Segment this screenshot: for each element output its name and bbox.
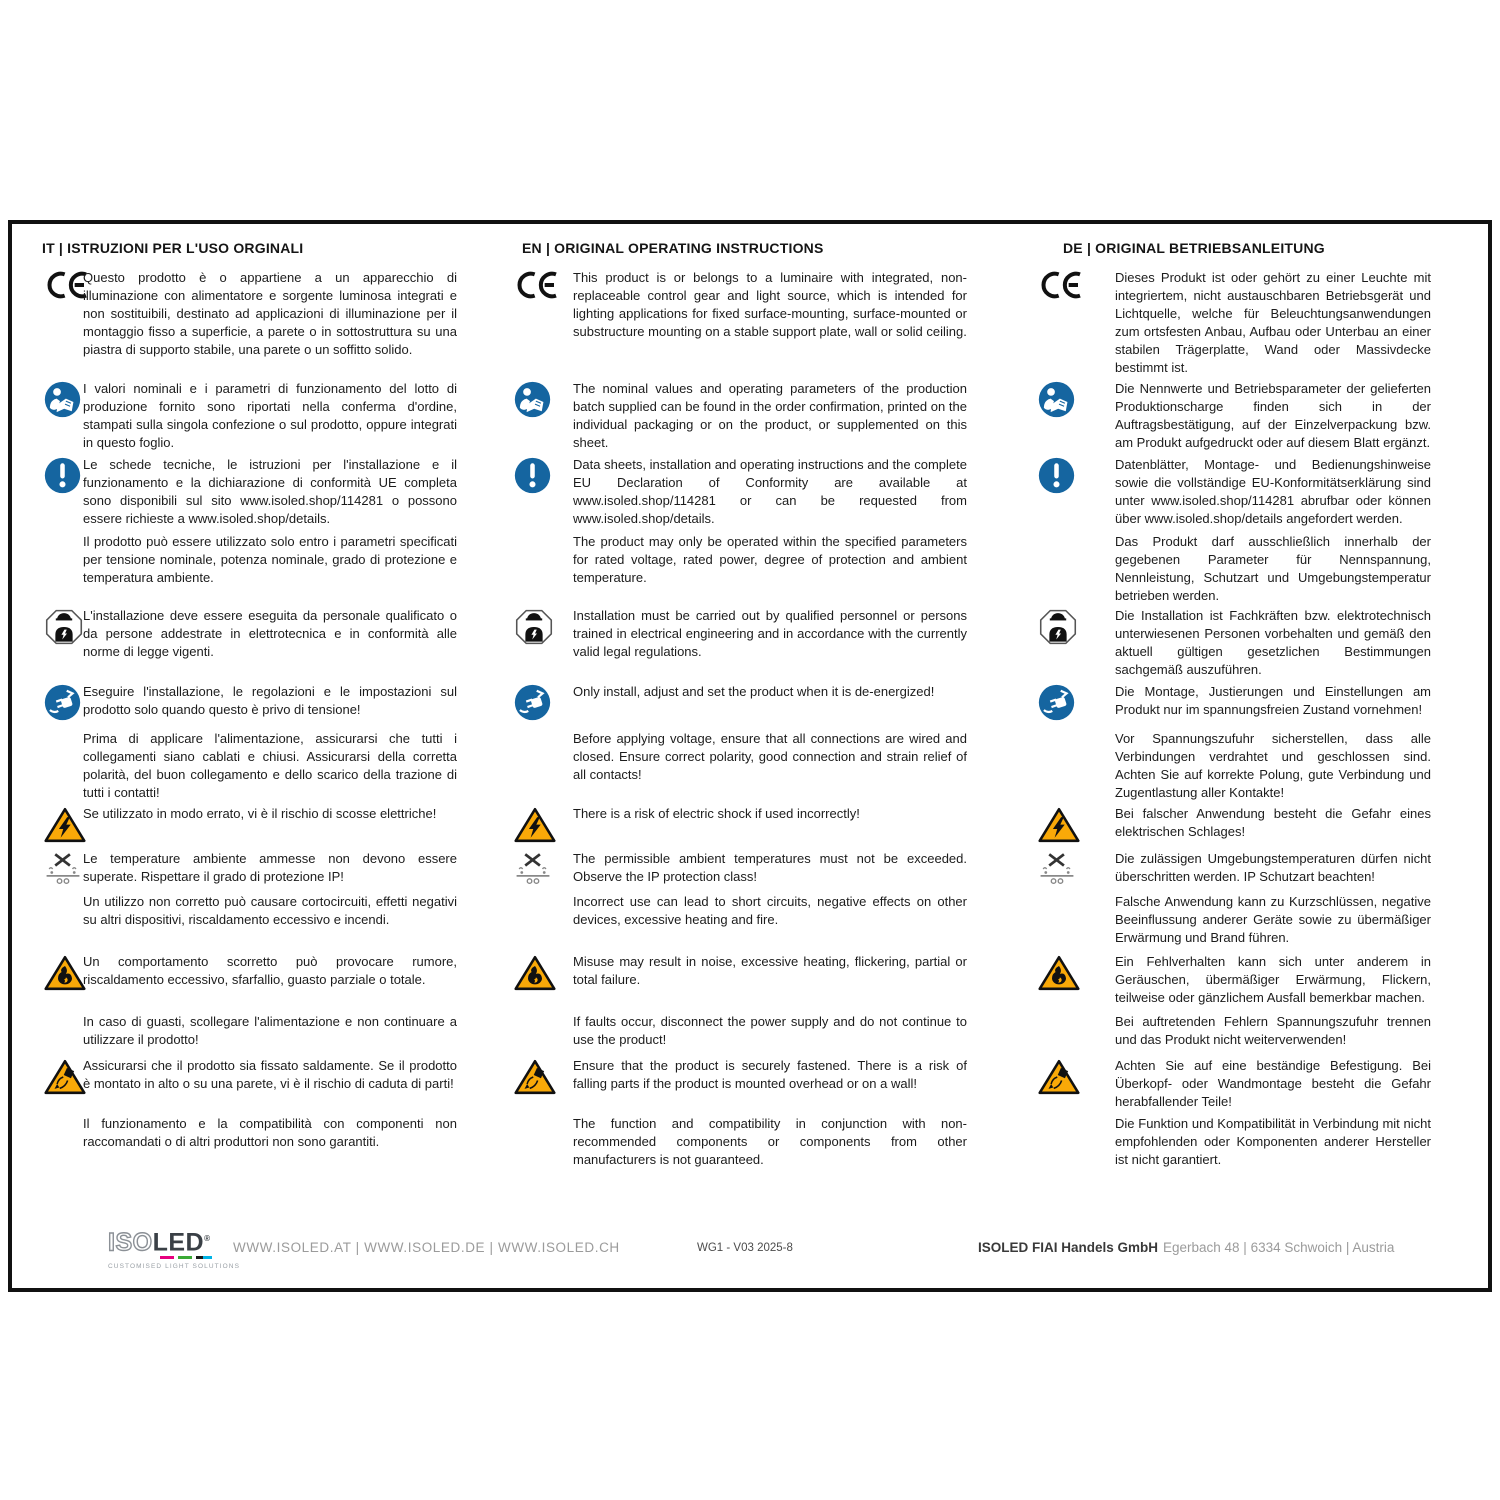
instruction-text: Achten Sie auf eine beständige Befestigung. Bei Überkopf- oder Wandmontage besteht die Gefahr herabfallender Teile!	[1115, 1058, 1431, 1109]
mandatory-exclamation-icon	[514, 456, 573, 494]
instruction-row	[30, 893, 508, 953]
instruction-row	[1028, 1013, 1431, 1057]
instruction-row	[508, 683, 1028, 730]
instruction-row	[30, 850, 508, 893]
instruction-text: Ein Fehlverhalten kann sich unter anderem in Geräuschen, übermäßiger Erwärmung, Flickern, teilweise oder gänzlichem Ausfall bemerkbar machen.	[1115, 954, 1431, 1005]
instruction-row	[508, 607, 1028, 683]
instruction-row	[1028, 730, 1431, 805]
instruction-row	[30, 1057, 508, 1115]
read-manual-icon	[1038, 380, 1115, 418]
instruction-text: I valori nominali e i parametri di funzionamento del lotto di produzione fornito sono riportati nella conferma d'ordine, stampati sulla singola confezione o sul prodotto, oppure integrati in questo foglio.	[83, 381, 457, 450]
instruction-row	[1028, 893, 1431, 953]
registered-mark-icon: ®	[204, 1234, 211, 1243]
instruction-text: This product is or belongs to a luminaire with integrated, non-replaceable control gear and light source, which is intended for lighting applications for fixed surface-mounting, surface-mounted or substructure mounting on a stable support plate, wall or solid ceiling.	[573, 270, 967, 339]
electric-shock-warning-icon	[514, 805, 573, 844]
instruction-text: Misuse may result in noise, excessive heating, flickering, partial or total failure.	[573, 954, 967, 987]
instruction-text: The permissible ambient temperatures must not be exceeded. Observe the IP protection class!	[573, 851, 967, 884]
instruction-text: Dieses Produkt ist oder gehört zu einer Leuchte mit integriertem, nicht austauschbaren Betriebsgerät und Lichtquelle, welche für Beleuchtungsanwendungen zum ortsfesten Anbau, Aufbau oder Unterbau an einer stabilen Trägerplatte, Wand oder Massivdecke bestimmt ist.	[1115, 270, 1431, 375]
instruction-text: Datenblätter, Montage- und Bedienungshinweise sowie die vollständige EU-Konformitätserklärung sind unter www.isoled.shop/114281 abrufbar oder können über www.isoled.shop/details angefordert werden.	[1115, 457, 1431, 526]
instruction-text: Ensure that the product is securely fastened. There is a risk of falling parts if the product is mounted overhead or on a wall!	[573, 1058, 967, 1091]
read-manual-icon	[44, 380, 83, 418]
instruction-row	[508, 456, 1028, 533]
fire-warning-icon	[44, 953, 83, 992]
electric-shock-warning-icon	[44, 805, 83, 844]
instruction-text: Die Montage, Justierungen und Einstellungen am Produkt nur im spannungsfreien Zustand vornehmen!	[1115, 684, 1431, 717]
instruction-text: Das Produkt darf ausschließlich innerhalb der gegebenen Parameter für Nennspannung, Nennleistung, Schutzart und Umgebungstemperatur betrieben werden.	[1115, 534, 1431, 603]
ce-mark-icon	[44, 269, 83, 300]
company-address: Egerbach 48 | 6334 Schwoich | Austria	[1163, 1240, 1395, 1255]
instruction-text: Un utilizzo non corretto può causare cortocircuiti, effetti negativi su altri dispositivi, riscaldamento eccessivo e incendi.	[83, 894, 457, 927]
instruction-row	[1028, 269, 1431, 380]
instruction-row	[30, 953, 508, 1013]
electrician-icon	[514, 607, 573, 646]
temperature-limit-icon	[44, 850, 83, 887]
icon-spacer	[44, 893, 83, 894]
instruction-row	[30, 533, 508, 607]
instruction-text: Bei auftretenden Fehlern Spannungszufuhr trennen und das Produkt nicht weiterverwenden!	[1115, 1014, 1431, 1047]
icon-spacer	[1038, 730, 1115, 731]
instruction-text: Eseguire l'installazione, le regolazioni e le impostazioni sul prodotto solo quando questo è privo di tensione!	[83, 684, 457, 717]
instruction-row	[508, 1013, 1028, 1057]
instruction-text: Incorrect use can lead to short circuits, negative effects on other devices, excessive heating and fire.	[573, 894, 967, 927]
icon-spacer	[44, 533, 83, 534]
icon-spacer	[44, 1115, 83, 1116]
icon-spacer	[514, 1013, 573, 1014]
disconnect-plug-icon	[44, 683, 83, 721]
instruction-row	[1028, 683, 1431, 730]
temperature-limit-icon	[514, 850, 573, 887]
instruction-row	[1028, 1115, 1431, 1195]
icon-spacer	[44, 730, 83, 731]
instruction-row	[1028, 1057, 1431, 1115]
icon-spacer	[1038, 533, 1115, 534]
instruction-row	[508, 805, 1028, 850]
instruction-text: Falsche Anwendung kann zu Kurzschlüssen, negative Beeinflussung anderer Geräte sowie zu übermäßiger Erwärmung und Brand führen.	[1115, 894, 1431, 945]
ce-mark-icon	[1038, 269, 1115, 300]
fire-warning-icon	[1038, 953, 1115, 992]
instruction-text: Before applying voltage, ensure that all connections are wired and closed. Ensure correct polarity, good connection and strain relief of all contacts!	[573, 731, 967, 782]
electric-shock-warning-icon	[1038, 805, 1115, 844]
instruction-text: Le temperature ambiente ammesse non devono essere superate. Rispettare il grado di protezione IP!	[83, 851, 457, 884]
company-name: ISOLED FIAI Handels GmbH	[978, 1240, 1159, 1255]
mandatory-exclamation-icon	[1038, 456, 1115, 494]
instruction-text: There is a risk of electric shock if used incorrectly!	[573, 806, 860, 821]
icon-spacer	[1038, 893, 1115, 894]
instruction-text: Il prodotto può essere utilizzato solo entro i parametri specificati per tensione nominale, potenza nominale, grado di protezione e temperatura ambiente.	[83, 534, 457, 585]
instruction-row	[508, 850, 1028, 893]
instruction-row	[1028, 953, 1431, 1013]
icon-spacer	[44, 1013, 83, 1014]
instruction-text: Only install, adjust and set the product when it is de-energized!	[573, 684, 935, 699]
instruction-text: The nominal values and operating parameters of the production batch supplied can be found in the order confirmation, printed on the individual packaging or on the product, or supplemented on this sheet.	[573, 381, 967, 450]
column-header-de: DE | ORIGINAL BETRIEBSANLEITUNG	[1063, 240, 1325, 256]
instruction-row	[1028, 805, 1431, 850]
instruction-text: Questo prodotto è o appartiene a un apparecchio di illuminazione con alimentatore e sorgente luminosa integrati e non sostituibili, destinato ad applicazioni di illuminazione per il montaggio fisso a superficie, a parete o in sottostruttura su una piastra di supporto stabile, una parete o un soffitto solido.	[83, 270, 457, 357]
instruction-text: Die Nennwerte und Betriebsparameter der gelieferten Produktionscharge finden sich in der Auftragsbestätigung, auf der Einzelverpackung bzw. am Produkt aufgedruckt oder auf diesem Blatt ergänzt.	[1115, 381, 1431, 450]
instruction-row	[30, 380, 508, 456]
instruction-text: Die Installation ist Fachkräften bzw. elektrotechnisch unterwiesenen Personen vorbehalten und gemäß den aktuell gültigen gesetzlichen Bestimmungen sachgemäß auszuführen.	[1115, 608, 1431, 677]
instruction-row	[508, 269, 1028, 380]
fire-warning-icon	[514, 953, 573, 992]
instruction-text: L'installazione deve essere eseguita da personale qualificato o da persone addestrate in elettrotecnica e in conformità alle norme di legge vigenti.	[83, 608, 457, 659]
instruction-row	[1028, 380, 1431, 456]
column-de	[1028, 240, 1431, 1195]
column-it	[30, 240, 508, 1195]
instruction-text: The product may only be operated within the specified parameters for rated voltage, rated power, degree of protection and ambient temperature.	[573, 534, 967, 585]
instruction-text: Vor Spannungszufuhr sicherstellen, dass alle Verbindungen verdrahtet und geschlossen sind. Achten Sie auf korrekte Polung, gute Verbindung und Zugentlastung aller Kontakte!	[1115, 731, 1431, 800]
instruction-columns	[30, 240, 1431, 1195]
electrician-icon	[1038, 607, 1115, 646]
logo-tagline: CUSTOMISED LIGHT SOLUTIONS	[108, 1263, 241, 1271]
instruction-text: Assicurarsi che il prodotto sia fissato saldamente. Se il prodotto è montato in alto o su una parete, vi è il rischio di caduta di parti!	[83, 1058, 457, 1091]
instruction-row	[508, 1115, 1028, 1195]
instruction-row	[508, 380, 1028, 456]
instruction-row	[1028, 607, 1431, 683]
icon-spacer	[514, 730, 573, 731]
instruction-text: Se utilizzato in modo errato, vi è il rischio di scosse elettriche!	[83, 806, 437, 821]
instruction-row	[30, 683, 508, 730]
falling-parts-warning-icon	[44, 1057, 83, 1096]
falling-parts-warning-icon	[1038, 1057, 1115, 1096]
instruction-row	[508, 533, 1028, 607]
ce-mark-icon	[514, 269, 573, 300]
instruction-row	[30, 730, 508, 805]
icon-spacer	[514, 533, 573, 534]
instruction-text: Bei falscher Anwendung besteht die Gefahr eines elektrischen Schlages!	[1115, 806, 1431, 839]
icon-spacer	[514, 893, 573, 894]
document-code: WG1 - V03 2025-8	[697, 1242, 793, 1254]
mandatory-exclamation-icon	[44, 456, 83, 494]
read-manual-icon	[514, 380, 573, 418]
instruction-row	[508, 1057, 1028, 1115]
disconnect-plug-icon	[514, 683, 573, 721]
electrician-icon	[44, 607, 83, 646]
icon-spacer	[514, 1115, 573, 1116]
instruction-row	[30, 1013, 508, 1057]
icon-spacer	[1038, 1013, 1115, 1014]
footer-websites: WWW.ISOLED.AT | WWW.ISOLED.DE | WWW.ISOLED.CH	[233, 1240, 620, 1255]
instruction-row	[508, 893, 1028, 953]
instruction-row	[30, 607, 508, 683]
instruction-row	[30, 1115, 508, 1195]
instruction-row	[1028, 456, 1431, 533]
temperature-limit-icon	[1038, 850, 1115, 887]
instruction-text: Le schede tecniche, le istruzioni per l'installazione e il funzionamento e la dichiarazione di conformità UE completa sono disponibili sul sito www.isoled.shop/114281 o possono essere richieste a www.isoled.shop/details.	[83, 457, 457, 526]
instruction-text: Data sheets, installation and operating instructions and the complete EU Declaration of Conformity are available at www.isoled.shop/114281 or can be requested from www.isoled.shop/details.	[573, 457, 967, 526]
page-border-frame	[8, 220, 1492, 1292]
instruction-row	[30, 269, 508, 380]
instruction-row	[30, 456, 508, 533]
instruction-row	[30, 805, 508, 850]
instruction-text: Prima di applicare l'alimentazione, assicurarsi che tutti i collegamenti siano cablati e chiusi. Assicurarsi della corretta polarità, del buon collegamento e dello scarico della trazione di tutti i contatti!	[83, 731, 457, 800]
column-en	[508, 240, 1028, 1195]
instruction-row	[508, 730, 1028, 805]
icon-spacer	[1038, 1115, 1115, 1116]
instruction-text: Installation must be carried out by qualified personnel or persons trained in electrical engineering and in accordance with the currently valid legal regulations.	[573, 608, 967, 659]
column-header-it: IT | ISTRUZIONI PER L'USO ORGINALI	[42, 240, 304, 256]
instruction-text: Die zulässigen Umgebungstemperaturen dürfen nicht überschritten werden. IP Schutzart beachten!	[1115, 851, 1431, 884]
instruction-row	[508, 953, 1028, 1013]
instruction-text: Il funzionamento e la compatibilità con componenti non raccomandati o di altri produttori non sono garantiti.	[83, 1116, 457, 1149]
instruction-row	[1028, 850, 1431, 893]
instruction-text: Die Funktion und Kompatibilität in Verbindung mit nicht empfohlenden oder Komponenten anderer Hersteller ist nicht garantiert.	[1115, 1116, 1431, 1167]
instruction-text: In caso di guasti, scollegare l'alimentazione e non continuare a utilizzare il prodotto!	[83, 1014, 457, 1047]
instruction-text: The function and compatibility in conjunction with non-recommended components or components from other manufacturers is not guaranteed.	[573, 1116, 967, 1167]
logo-led-text: LED	[152, 1228, 205, 1257]
instruction-row	[1028, 533, 1431, 607]
instruction-text: If faults occur, disconnect the power supply and do not continue to use the product!	[573, 1014, 967, 1047]
instruction-text: Un comportamento scorretto può provocare rumore, riscaldamento eccessivo, sfarfallio, guasto parziale o totale.	[83, 954, 457, 987]
falling-parts-warning-icon	[514, 1057, 573, 1096]
logo-iso-text: ISO	[108, 1228, 153, 1257]
disconnect-plug-icon	[1038, 683, 1115, 721]
column-header-en: EN | ORIGINAL OPERATING INSTRUCTIONS	[522, 240, 824, 256]
